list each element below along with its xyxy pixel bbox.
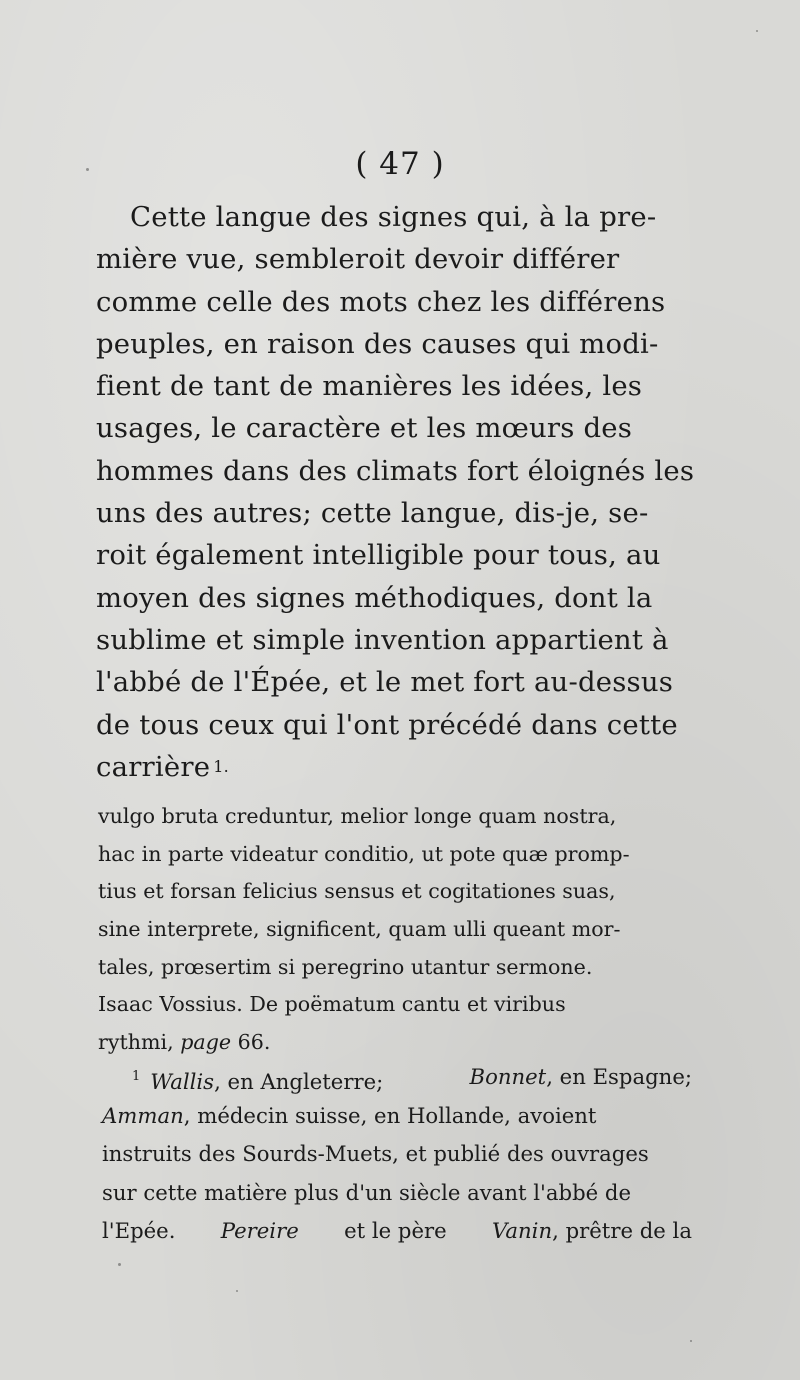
text-line: l'abbé de l'Épée, et le met fort au-dessus	[96, 666, 674, 699]
person-name: Amman	[102, 1102, 184, 1128]
paper-speck	[236, 1290, 238, 1292]
paper-speck	[86, 168, 89, 171]
text-line: sublime et simple invention appartient à	[96, 623, 669, 656]
quote-source-line: Isaac Vossius. De poëmatum cantu et viribus	[98, 992, 566, 1017]
quote-line: hac in parte videatur conditio, ut pote quæ promp-	[98, 841, 630, 866]
footnote	[102, 1058, 692, 1251]
text-line: roit également intelligible pour tous, au	[96, 539, 661, 572]
main-paragraph	[96, 196, 695, 788]
person-name: Vanin	[492, 1218, 553, 1244]
quote-line: sine interprete, significent, quam ulli queant mor-	[98, 917, 621, 942]
page-number: ( 47 )	[355, 146, 445, 182]
text-line: fient de tant de manières les idées, les	[96, 370, 643, 403]
text-line: peuples, en raison des causes qui modi-	[96, 327, 659, 360]
footnote-line: l'Epée. Pereire et le père Vanin, prêtre de la	[102, 1212, 692, 1251]
person-name: Bonnet	[469, 1064, 547, 1089]
footnote-reference: 1.	[213, 756, 229, 776]
quote-line: tales, prœsertim si peregrino utantur sermone.	[98, 954, 593, 979]
person-name: Pereire	[220, 1218, 299, 1244]
text-line: hommes dans des climats fort éloignés les	[96, 454, 695, 487]
text-line: de tous ceux qui l'ont précédé dans cette	[96, 708, 678, 741]
footnote-marker: 1	[132, 1069, 141, 1084]
text-line: moyen des signes méthodiques, dont la	[96, 581, 653, 614]
text-line: Cette langue des signes qui, à la pre-	[130, 201, 657, 233]
page-value: 66.	[237, 1030, 271, 1055]
footnote-line: instruits des Sourds-Muets, et publié des ouvrages	[102, 1141, 649, 1167]
page-label: page	[180, 1030, 232, 1055]
quote-line: vulgo bruta creduntur, melior longe quam nostra,	[98, 804, 617, 828]
text-line: mière vue, sembleroit devoir différer	[96, 243, 620, 276]
footnote-line: Amman, médecin suisse, en Hollande, avoient	[102, 1102, 597, 1128]
person-name: Wallis	[150, 1069, 215, 1094]
footnote-line: sur cette matière plus d'un siècle avant l'abbé de	[102, 1179, 632, 1205]
quote-source-line: rythmi, page 66.	[98, 1024, 690, 1062]
quote-line: tius et forsan felicius sensus et cogitationes suas,	[98, 879, 616, 904]
text-line: uns des autres; cette langue, dis-je, se-	[96, 497, 649, 530]
paper-speck	[690, 1340, 692, 1342]
footnote-line: $^1$ Wallis, en Angleterre; Bonnet, en Espagne;	[132, 1064, 692, 1094]
text-line: usages, le caractère et les mœurs des	[96, 412, 633, 445]
text-line: comme celle des mots chez les différens	[96, 285, 666, 318]
paper-speck	[118, 1263, 121, 1266]
paper-speck	[756, 30, 758, 32]
text-line: carrière 1.	[96, 746, 690, 788]
latin-quotation	[98, 798, 690, 1062]
